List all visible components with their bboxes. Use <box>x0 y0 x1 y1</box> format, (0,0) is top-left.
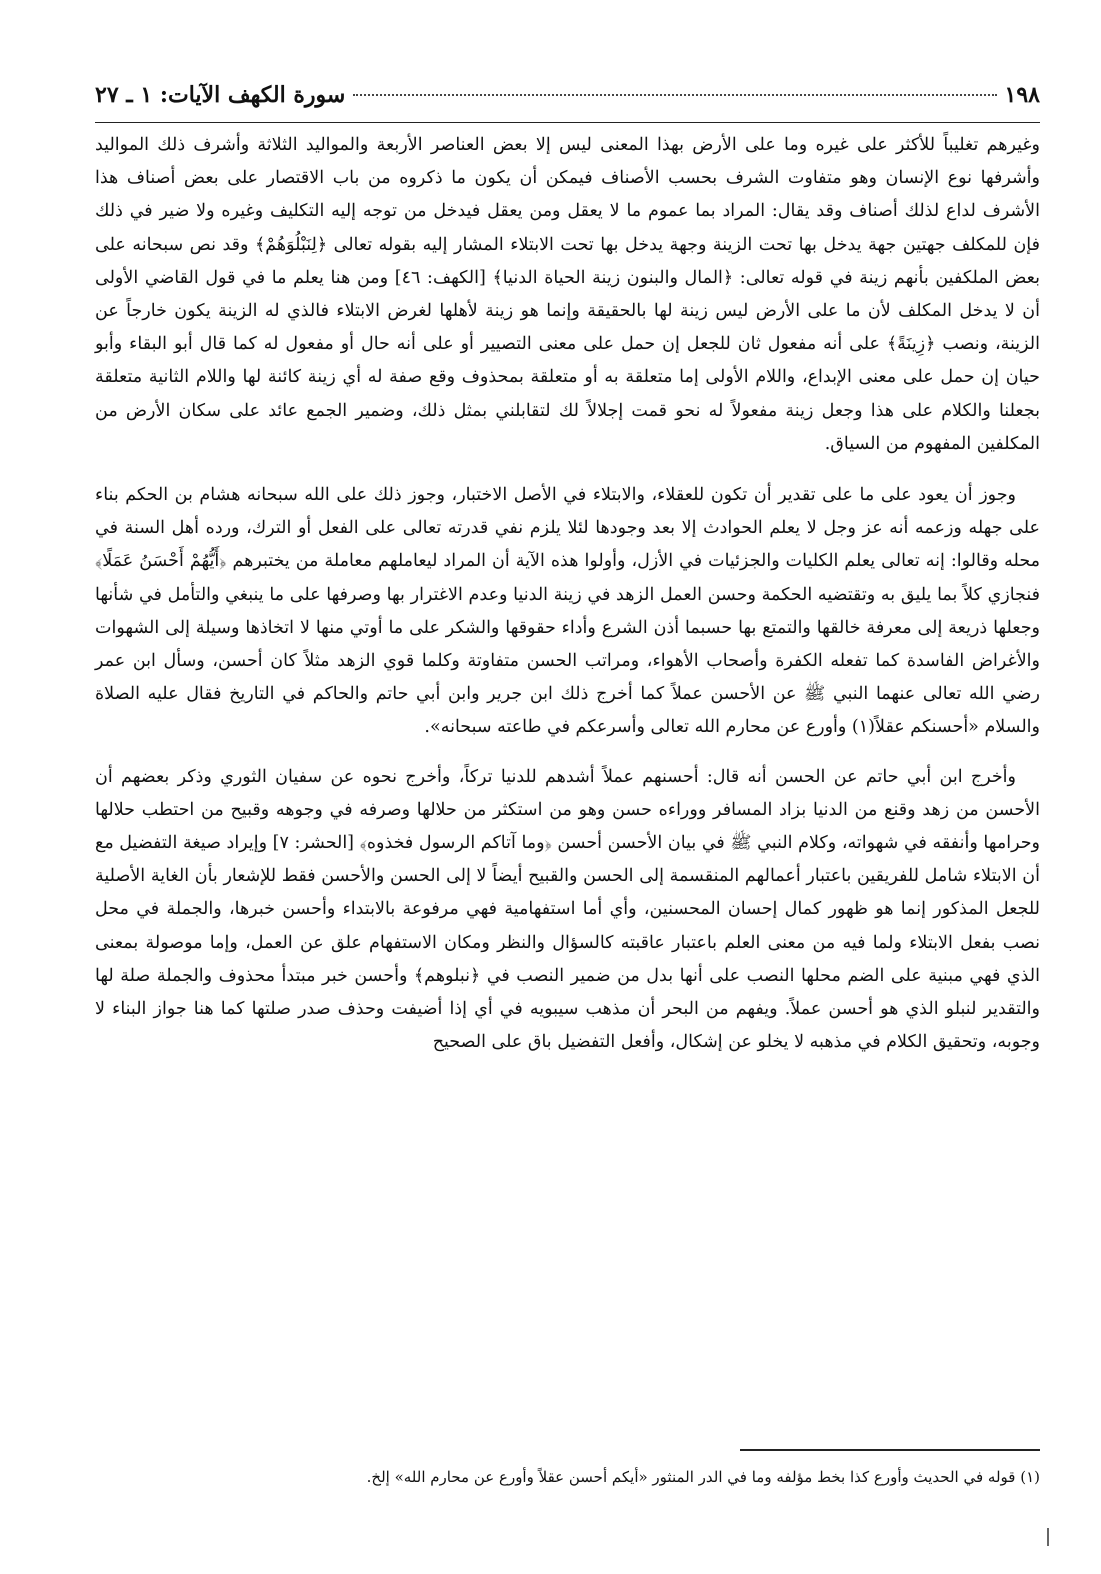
main-text <box>95 129 1040 1059</box>
paragraph-3: وأخرج ابن أبي حاتم عن الحسن أنه قال: أحسنهم عملاً أشدهم للدنيا تركاً، وأخرج نحوه عن سفيان الثوري وذكر بعضهم أن الأحسن من زهد وقنع من الدنيا بزاد المسافر ووراءه حسن وهو من استكثر من حلالها وصرفه في وجوهه وقبيح من احتطب حلالها وحرامها وأنفقه في شهواته، وكلام النبي ﷺ في بيان الأحسن أحسن ﴿وما آتاكم الرسول فخذوه﴾ [الحشر: ٧] وإيراد صيغة التفضيل مع أن الابتلاء شامل للفريقين باعتبار أعمالهم المنقسمة إلى الحسن والقبيح أيضاً لا إلى الحسن والأحسن فقط للإشعار بأن الغاية الأصلية للجعل المذكور إنما هو ظهور كمال إحسان المحسنين، وأي أما استفهامية فهي مرفوعة بالابتداء وأحسن خبرها، والجملة في محل نصب بفعل الابتلاء ولما فيه من معنى العلم باعتبار عاقبته كالسؤال والنظر ومكان الاستفهام علق عن العمل، وإما موصولة بمعنى الذي فهي مبنية على الضم محلها النصب على أنها بدل من ضمير النصب في ﴿نبلوهم﴾ وأحسن خبر مبتدأ محذوف والجملة صلة لها والتقدير لنبلو الذي هو أحسن عملاً. ويفهم من البحر أن مذهب سيبويه في أي إذا أضيفت وحذف صدر صلتها كما هنا جواز البناء لا وجوبه، وتحقيق الكلام في مذهبه لا يخلو عن إشكال، وأفعل التفضيل باق على الصحيح <box>95 766 1040 1053</box>
paragraph-1: وغيرهم تغليباً للأكثر على غيره وما على الأرض بهذا المعنى ليس إلا بعض العناصر الأربعة والمواليد الثلاثة وأشرف ذلك المواليد وأشرفها نوع الإنسان وهو متفاوت الشرف بحسب الأصناف فيمكن أن يكون ما ذكروه من باب الاقتصار على بعض أصناف هذا الأشرف لداع لذلك أصناف وقد يقال: المراد بما عموم ما لا يعقل ومن يعقل فيدخل من توجه إليه التكليف وغيره ولا ضير في ذلك فإن للمكلف جهتين جهة يدخل بها تحت الزينة وجهة يدخل بها تحت الابتلاء المشار إليه بقوله تعالى ﴿لِنَبْلُوَهُمْ﴾ وقد نص سبحانه على بعض الملكفين بأنهم زينة في قوله تعالى: ﴿المال والبنون زينة الحياة الدنيا﴾ [الكهف: ٤٦] ومن هنا يعلم ما في قول القاضي الأولى أن لا يدخل المكلف لأن ما على الأرض ليس زينة لها بالحقيقة وإنما هو زينة لأهلها لغرض الابتلاء فالذي له الزينة يكون خارجاً عن الزينة، ونصب ﴿زِينَةً﴾ على أنه مفعول ثان للجعل إن حمل على معنى التصيير أو على أنه حال أو مفعول له كما قال أبو البقاء وأبو حيان إن حمل على معنى الإبداع، واللام الأولى إما متعلقة به أو متعلقة بمحذوف وقع صفة له أي زينة كائنة لها واللام الثانية متعلقة بجعلنا والكلام على هذا وجعل زينة مفعولاً له نحو قمت إجلالاً لك لتقابلني بمثل ذلك، وضمير الجمع عائد على سكان الأرض من المكلفين المفهوم من السياق. <box>95 135 1040 454</box>
page <box>95 82 1040 1552</box>
running-header <box>95 82 1040 123</box>
margin-mark <box>1047 1528 1049 1546</box>
header-dot-leader <box>353 94 996 96</box>
page-number: ١٩٨ <box>1004 82 1040 108</box>
footnote: (١) قوله في الحديث وأورع كذا بخط مؤلفه وما في الدر المنثور «أيكم أحسن عقلاً وأورع عن محارم الله» إلخ. <box>366 1468 1040 1486</box>
surah-title: سورة الكهف الآيات: ١ ـ ٢٧ <box>95 82 346 108</box>
footnote-separator <box>740 1449 1040 1451</box>
paragraph-2: وجوز أن يعود على ما على تقدير أن تكون للعقلاء، والابتلاء في الأصل الاختبار، وجوز ذلك على الله سبحانه هشام بن الحكم بناء على جهله وزعمه أنه عز وجل لا يعلم الحوادث إلا بعد وجودها لئلا يلزم نفي قدرته تعالى على الفعل أو الترك، ورده أهل السنة في محله وقالوا: إنه تعالى يعلم الكليات والجزئيات في الأزل، وأولوا هذه الآية أن المراد ليعاملهم معاملة من يختبرهم ﴿أَيُّهُمْ أَحْسَنُ عَمَلًا﴾ فنجازي كلاً بما يليق به وتقتضيه الحكمة وحسن العمل الزهد في زينة الدنيا وعدم الاغترار بها وصرفها على ما ينبغي والتأمل في شأنها وجعلها ذريعة إلى معرفة خالقها والتمتع بها حسبما أذن الشرع وأداء حقوقها والشكر على ما أوتي منها لا اتخاذها وسيلة إلى الشهوات والأغراض الفاسدة كما تفعله الكفرة وأصحاب الأهواء، ومراتب الحسن متفاوتة وكلما قوي الزهد مثلاً كان أحسن، وسأل ابن عمر رضي الله تعالى عنهما النبي ﷺ عن الأحسن عملاً كما أخرج ذلك ابن جرير وابن أبي حاتم والحاكم في التاريخ فقال عليه الصلاة والسلام «أحسنكم عقلاً(١) وأورع عن محارم الله تعالى وأسرعكم في طاعته سبحانه». <box>95 485 1040 738</box>
